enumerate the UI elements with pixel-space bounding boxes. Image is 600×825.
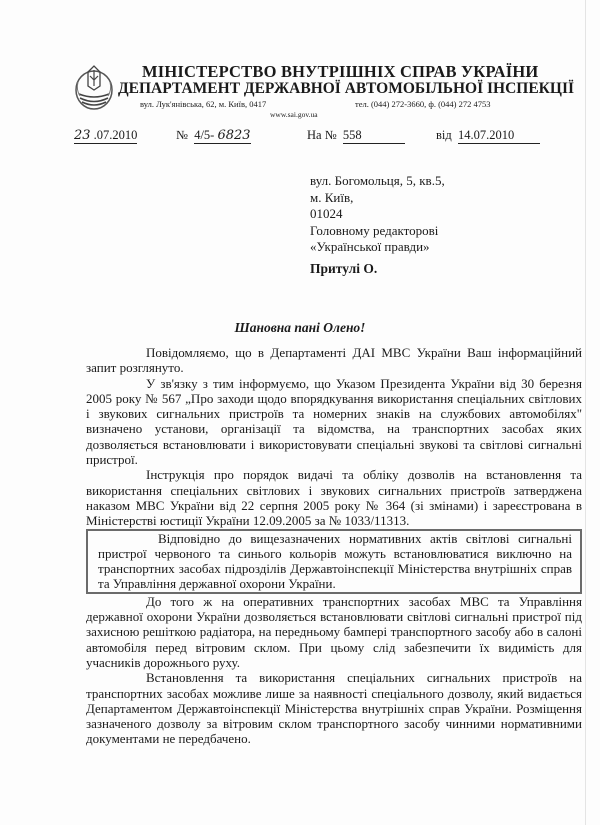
outgoing-number (176, 128, 251, 144)
date-month-year: .07.2010 (93, 128, 138, 142)
ref-date: 14.07.2010 (458, 128, 540, 144)
ref-label: На № (307, 128, 337, 142)
reference-number (307, 128, 405, 144)
outgoing-date (74, 128, 137, 144)
department-phone: тел. (044) 272-3660, ф. (044) 272 4753 (355, 99, 491, 109)
paragraph: Інструкція про порядок видачі та обліку дозволів на встановлення та використання спеціальних світлових і звукових сигнальних пристроїв затверджена наказом МВС України від 22 серпня 2005 року № 364 (зі змінами) і зареєстрована в Міністерстві юстиції України 12.09.2005 за № 1033/11313. (86, 467, 582, 529)
paragraph: Повідомляємо, що в Департаменті ДАІ МВС України Ваш інформаційний запит розглянуто. (86, 345, 582, 376)
ref-number: 558 (343, 128, 405, 144)
ministry-title: МІНІСТЕРСТВО ВНУТРІШНІХ СПРАВ УКРАЇНИ (142, 62, 539, 81)
paragraph: У зв'язку з тим інформуємо, що Указом Президента України від 30 березня 2005 року № 567 „Про заходи щодо впорядкування використання спеціальних світлових і звукових сигнальних пристроїв та номерних знаків на службових автомобілях" визначено установи, організації та відомства, на транспортних засобах яких дозволяється встановлювати і використовувати спеціальні звукові та світлові сигнальні пристрої. (86, 375, 582, 468)
department-website: www.sai.gov.ua (270, 110, 318, 119)
number-handwritten: 6823 (217, 128, 251, 143)
department-address: вул. Лук'янівська, 62, м. Київ, 0417 (140, 99, 267, 109)
highlighted-paragraph: Відповідно до вищезазначених нормативних актів світлові сигнальні пристрої червоного та синього кольорів можуть встановлюватися виключно на транспортних засобах підрозділів Державтоінспекції Міністерства внутрішніх справ та Управління державної охорони України. (86, 529, 582, 594)
number-label: № (176, 128, 188, 142)
recipient-address (310, 173, 445, 256)
number-prefix: 4/5- (194, 128, 215, 142)
scan-edge-line (585, 0, 586, 825)
department-title: ДЕПАРТАМЕНТ ДЕРЖАВНОЇ АВТОМОБІЛЬНОЇ ІНСПЕКЦІЇ (118, 80, 575, 97)
coat-of-arms-emblem-icon (74, 60, 114, 112)
paragraph: До того ж на оперативних транспортних засобах МВС та Управління державної охорони України дозволяється встановлювати світлові сигнальні пристрої під захисною решіткою радіатора, на передньому бампері транспортного засобу або в салоні автомобіля перед вітровим склом. При цьому слід забезпечити їх видимість для учасників дорожнього руху. (86, 593, 582, 670)
reference-date (436, 128, 540, 144)
date-day-handwritten: 23 (74, 128, 91, 143)
address-line: вул. Богомольця, 5, кв.5, (310, 173, 445, 188)
letter-body (86, 345, 582, 747)
address-line: м. Київ, (310, 189, 354, 205)
ref-date-label: від (436, 128, 452, 142)
address-line: «Української правди» (310, 239, 430, 254)
address-line: Головному редакторові (310, 222, 439, 238)
paragraph: Встановлення та використання спеціальних сигнальних пристроїв на транспортних засобах можливе лише за наявності спеціального дозволу, який видається Департаментом Державтоінспекції Міністерства внутрішніх справ України. Розміщення зазначеного дозволу за вітровим склом транспортного засобу чинними нормативними документами не передбачено. (86, 670, 582, 747)
recipient-name: Притулі О. (310, 261, 378, 276)
address-line: 01024 (310, 206, 343, 221)
greeting: Шановна пані Олено! (234, 320, 366, 335)
